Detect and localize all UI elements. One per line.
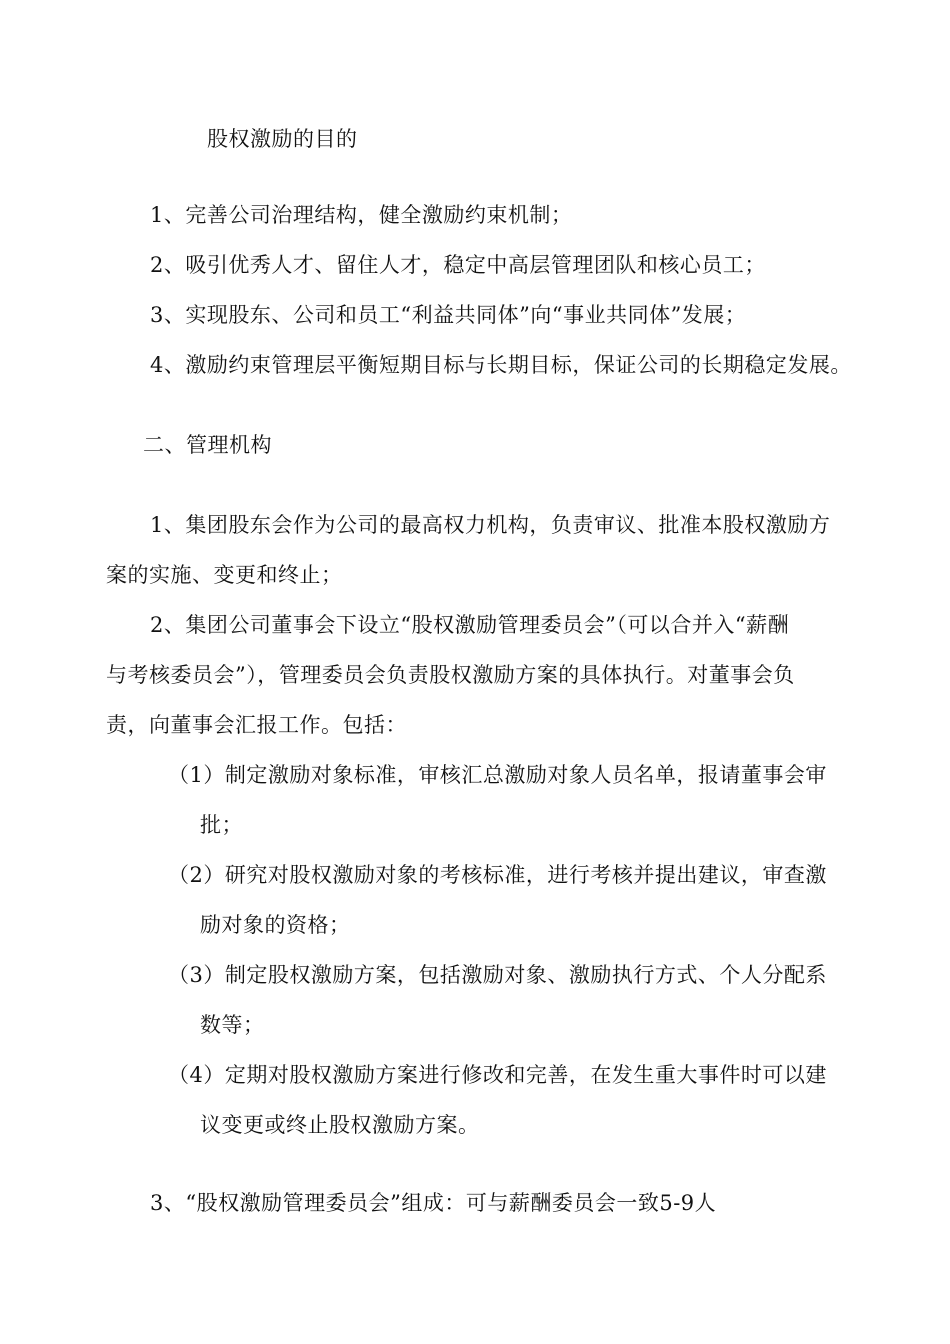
item-2-line-1: 2、集团公司董事会下设立“股权激励管理委员会”（可以合并入“薪酬 bbox=[150, 613, 790, 637]
item-1-line-2: 案的实施、变更和终止； bbox=[106, 563, 343, 587]
sub-item-4-line-2: 议变更或终止股权激励方案。 bbox=[200, 1113, 480, 1137]
sub-item-1-line-2: 批； bbox=[200, 813, 243, 837]
purpose-item-4: 4、激励约束管理层平衡短期目标与长期目标，保证公司的长期稳定发展。 bbox=[150, 353, 852, 377]
sub-item-3-line-2: 数等； bbox=[200, 1013, 265, 1037]
item-3: 3、“股权激励管理委员会”组成：可与薪酬委员会一致5-9人 bbox=[150, 1191, 717, 1215]
purpose-item-3: 3、实现股东、公司和员工“利益共同体”向“事业共同体”发展； bbox=[150, 303, 747, 327]
sub-item-2-line-1: （2）研究对股权激励对象的考核标准，进行考核并提出建议，审查激 bbox=[168, 863, 827, 887]
document-title: 股权激励的目的 bbox=[207, 127, 358, 151]
sub-item-4-line-1: （4）定期对股权激励方案进行修改和完善，在发生重大事件时可以建 bbox=[168, 1063, 827, 1087]
sub-item-1-line-1: （1）制定激励对象标准，审核汇总激励对象人员名单，报请董事会审 bbox=[168, 763, 827, 787]
sub-item-2-line-2: 励对象的资格； bbox=[200, 913, 351, 937]
purpose-item-1: 1、完善公司治理结构，健全激励约束机制； bbox=[150, 203, 573, 227]
section-2-heading: 二、管理机构 bbox=[143, 433, 272, 457]
item-1-line-1: 1、集团股东会作为公司的最高权力机构，负责审议、批准本股权激励方 bbox=[150, 513, 831, 537]
item-2-line-2: 与考核委员会”），管理委员会负责股权激励方案的具体执行。对董事会负 bbox=[106, 663, 795, 687]
purpose-item-2: 2、吸引优秀人才、留住人才，稳定中高层管理团队和核心员工； bbox=[150, 253, 766, 277]
item-2-line-3: 责，向董事会汇报工作。包括： bbox=[106, 713, 407, 737]
sub-item-3-line-1: （3）制定股权激励方案，包括激励对象、激励执行方式、个人分配系 bbox=[168, 963, 827, 987]
